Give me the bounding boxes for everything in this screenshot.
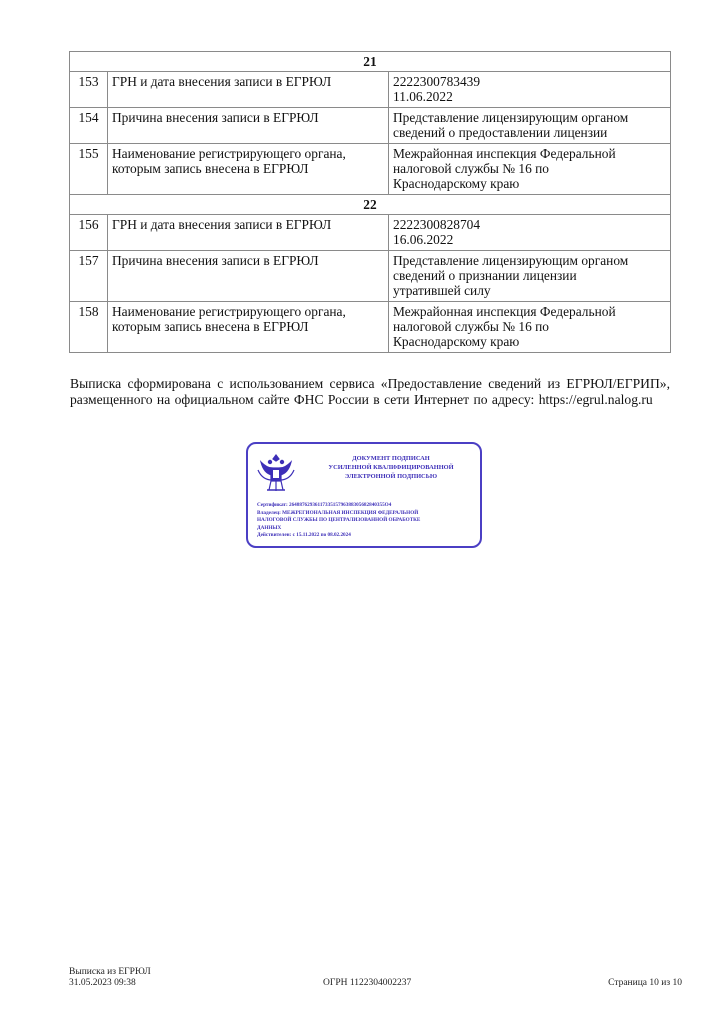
footer-doc-info	[69, 967, 151, 989]
row-number: 158	[70, 302, 108, 353]
row-number: 155	[70, 144, 108, 195]
row-label-line: Наименование регистрирующего органа,	[112, 146, 346, 161]
row-value	[389, 72, 671, 108]
row-value-line: Краснодарскому краю	[393, 334, 520, 349]
row-label-line: ГРН и дата внесения записи в ЕГРЮЛ	[112, 74, 332, 89]
row-label	[108, 72, 389, 108]
register-table-body	[70, 52, 671, 353]
row-value-line: Представление лицензирующим органом	[393, 110, 629, 125]
footer-doc-name: Выписка из ЕГРЮЛ	[69, 967, 151, 977]
section-number: 22	[70, 195, 671, 215]
row-value	[389, 108, 671, 144]
stamp-owner-line: НАЛОГОВОЙ СЛУЖБЫ ПО ЦЕНТРАЛИЗОВАННОЙ ОБРАБОТКЕ	[257, 517, 421, 524]
stamp-details	[257, 502, 479, 540]
row-label	[108, 144, 389, 195]
table-row	[70, 108, 671, 144]
row-label	[108, 251, 389, 302]
table-row	[70, 144, 671, 195]
row-value-line: налоговой службы № 16 по	[393, 319, 549, 334]
stamp-owner-line: Владелец: МЕЖРЕГИОНАЛЬНАЯ ИНСПЕКЦИЯ ФЕДЕРАЛЬНОЙ	[257, 509, 419, 516]
footer-page-number: Страница 10 из 10	[608, 978, 682, 988]
stamp-certificate: Сертификат: 2648876293611733515796388305682840355О4	[257, 502, 392, 508]
row-value	[389, 215, 671, 251]
row-label-line: которым запись внесена в ЕГРЮЛ	[112, 161, 309, 176]
stamp-title-line: УСИЛЕННОЙ КВАЛИФИЦИРОВАННОЙ	[328, 464, 454, 471]
row-value-line: 2222300828704	[393, 217, 481, 232]
stamp-validity: Действителен: с 15.11.2022 по 08.02.2024	[257, 532, 351, 539]
row-value-line: налоговой службы № 16 по	[393, 161, 549, 176]
section-number: 21	[70, 52, 671, 72]
coat-of-arms-icon	[253, 450, 299, 496]
row-value	[389, 302, 671, 353]
row-label	[108, 302, 389, 353]
row-number: 156	[70, 215, 108, 251]
row-value-line: Представление лицензирующим органом	[393, 253, 629, 268]
row-label-line: которым запись внесена в ЕГРЮЛ	[112, 319, 309, 334]
row-value-line: Межрайонная инспекция Федеральной	[393, 304, 616, 319]
row-label	[108, 108, 389, 144]
row-label-line: Наименование регистрирующего органа,	[112, 304, 346, 319]
row-value-line: Межрайонная инспекция Федеральной	[393, 146, 616, 161]
row-label	[108, 215, 389, 251]
footer-datetime: 31.05.2023 09:38	[69, 978, 136, 988]
row-label-line: Причина внесения записи в ЕГРЮЛ	[112, 110, 319, 125]
row-value-line: 2222300783439	[393, 74, 481, 89]
table-row	[70, 302, 671, 353]
row-value-line: сведений о предоставлении лицензии	[393, 125, 608, 140]
footer-ogrn: ОГРН 1122304002237	[323, 978, 412, 988]
table-row	[70, 215, 671, 251]
section-header-row	[70, 195, 671, 215]
row-number: 153	[70, 72, 108, 108]
signature-stamp	[246, 442, 482, 548]
section-header-row	[70, 52, 671, 72]
row-value-line: сведений о признании лицензии	[393, 268, 577, 283]
stamp-title-line: ЭЛЕКТРОННОЙ ПОДПИСЬЮ	[344, 473, 438, 480]
table-row	[70, 251, 671, 302]
row-value	[389, 144, 671, 195]
row-value	[389, 251, 671, 302]
table-row	[70, 72, 671, 108]
stamp-owner-line: ДАННЫХ	[257, 524, 282, 531]
row-value-line: утратившей силу	[393, 283, 491, 298]
register-table	[69, 51, 671, 353]
row-value-line: 16.06.2022	[393, 232, 454, 247]
stamp-title-line: ДОКУМЕНТ ПОДПИСАН	[352, 455, 430, 462]
stamp-title	[306, 454, 476, 481]
row-label-line: Причина внесения записи в ЕГРЮЛ	[112, 253, 319, 268]
row-value-line: 11.06.2022	[393, 89, 453, 104]
row-number: 157	[70, 251, 108, 302]
extract-note: Выписка сформирована с использованием сервиса «Предоставление сведений из ЕГРЮЛ/ЕГРИП», размещенного на официальном сайте ФНС России в сети Интернет по адресу: https://egrul.nalog.ru	[70, 376, 670, 407]
row-value-line: Краснодарскому краю	[393, 176, 520, 191]
row-label-line: ГРН и дата внесения записи в ЕГРЮЛ	[112, 217, 332, 232]
row-number: 154	[70, 108, 108, 144]
